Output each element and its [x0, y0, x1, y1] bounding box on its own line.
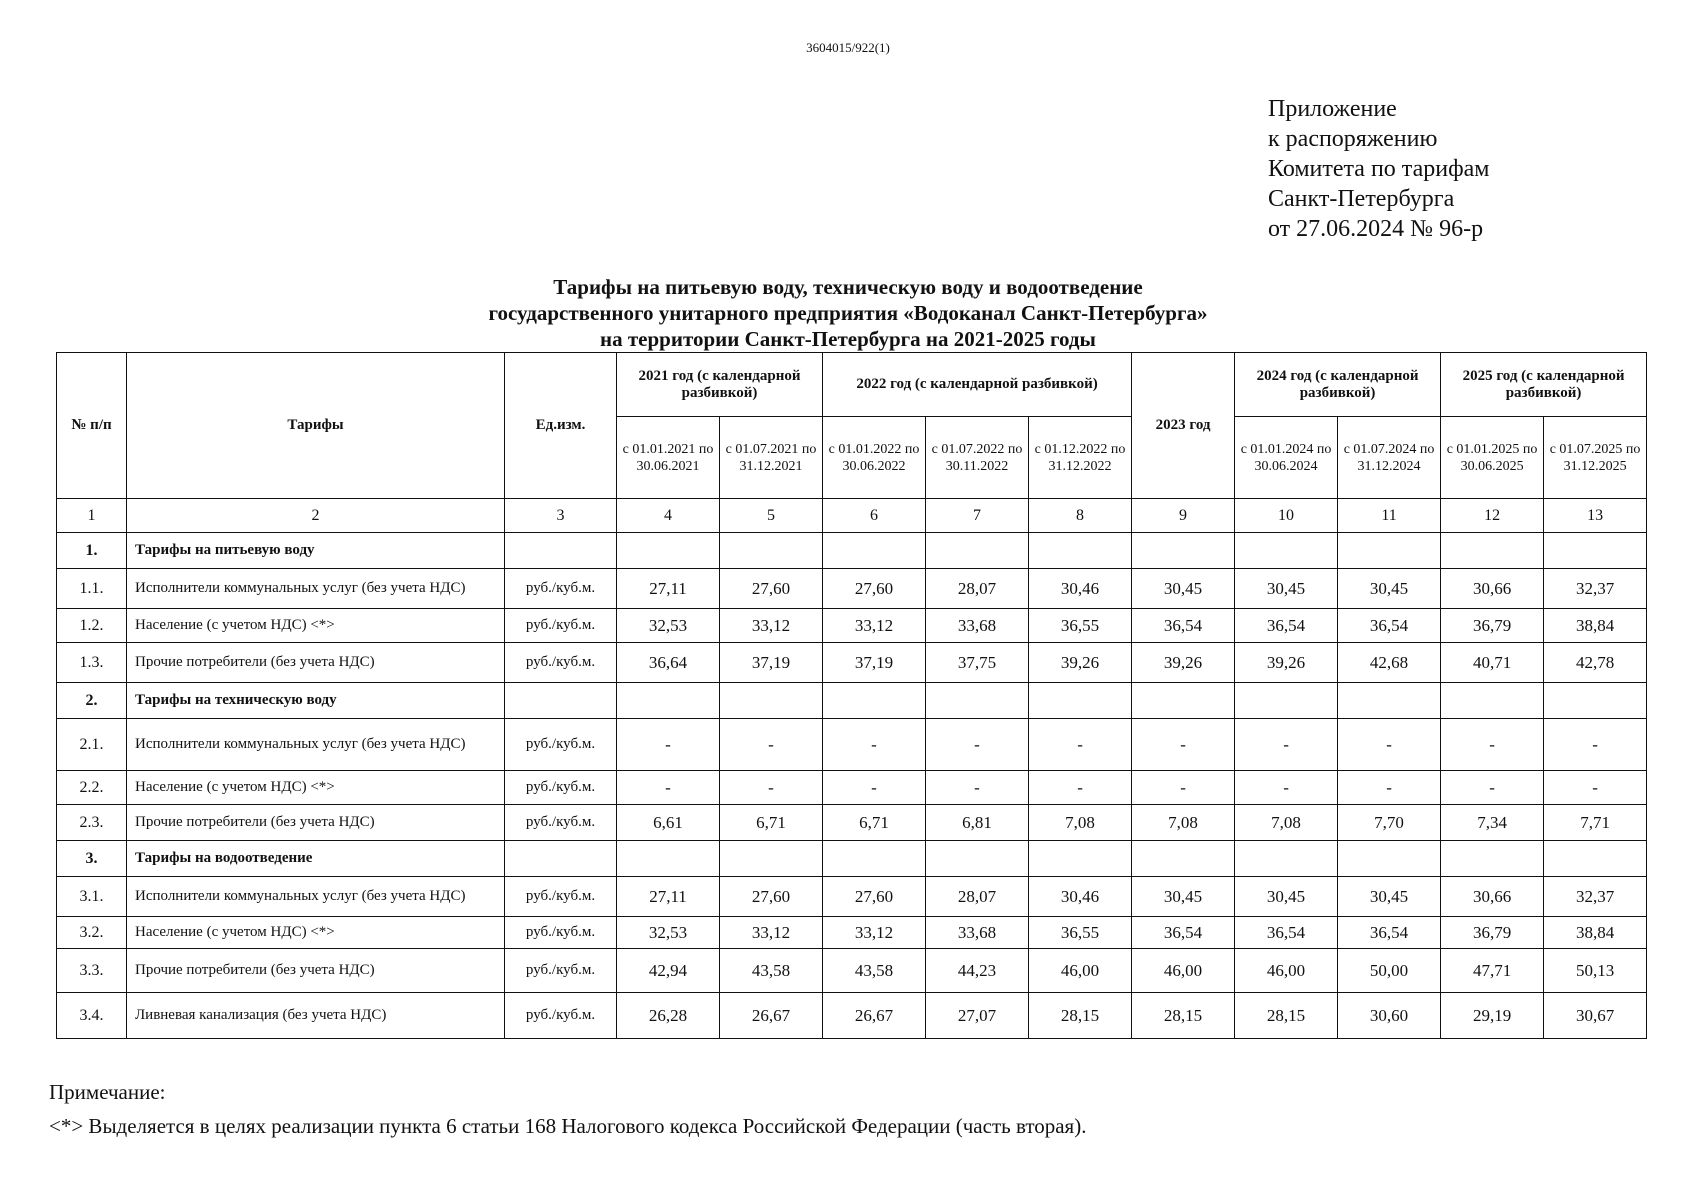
column-number: 4 [617, 499, 720, 533]
appendix-line: к распоряжению [1268, 126, 1438, 152]
tariff-value: 37,19 [720, 643, 823, 683]
note-label: Примечание: [49, 1080, 166, 1104]
row-number: 3.3. [57, 949, 127, 993]
empty-cell [1132, 533, 1235, 569]
tariff-value: 36,54 [1338, 917, 1441, 949]
table-row [57, 569, 1647, 609]
tariff-value: 39,26 [1029, 643, 1132, 683]
tariff-value: 28,15 [1029, 993, 1132, 1039]
row-unit: руб./куб.м. [505, 993, 617, 1039]
empty-cell [1029, 841, 1132, 877]
column-number: 12 [1441, 499, 1544, 533]
tariff-value: - [617, 719, 720, 771]
tariff-value: - [1029, 771, 1132, 805]
tariff-value: 30,67 [1544, 993, 1647, 1039]
tariff-value: 33,12 [720, 917, 823, 949]
tariff-value: - [1235, 719, 1338, 771]
header-year-2024: 2024 год (с календарной разбивкой) [1235, 353, 1441, 417]
empty-cell [617, 841, 720, 877]
table-row [57, 949, 1647, 993]
tariff-value: 37,19 [823, 643, 926, 683]
tariff-value: 32,53 [617, 917, 720, 949]
tariff-value: 30,60 [1338, 993, 1441, 1039]
empty-cell [1441, 841, 1544, 877]
table-row [57, 719, 1647, 771]
section-row [57, 683, 1647, 719]
empty-cell [1544, 841, 1647, 877]
column-number: 11 [1338, 499, 1441, 533]
empty-cell [720, 683, 823, 719]
empty-cell [720, 841, 823, 877]
appendix-line: от 27.06.2024 № 96-р [1268, 216, 1484, 242]
row-name: Население (с учетом НДС) <*> [127, 917, 505, 949]
tariff-value: - [1235, 771, 1338, 805]
row-number: 1.1. [57, 569, 127, 609]
section-row [57, 533, 1647, 569]
row-number: 3.2. [57, 917, 127, 949]
tariff-value: 36,54 [1132, 917, 1235, 949]
row-unit: руб./куб.м. [505, 569, 617, 609]
tariff-value: 36,54 [1132, 609, 1235, 643]
empty-cell [1132, 841, 1235, 877]
tariff-value: 30,45 [1235, 569, 1338, 609]
row-unit: руб./куб.м. [505, 771, 617, 805]
tariff-value: 28,15 [1235, 993, 1338, 1039]
empty-cell [1338, 841, 1441, 877]
row-number: 3.4. [57, 993, 127, 1039]
tariff-value: - [823, 771, 926, 805]
empty-cell [1544, 533, 1647, 569]
tariff-value: 29,19 [1441, 993, 1544, 1039]
header-period: с 01.07.2025 по 31.12.2025 [1544, 417, 1647, 499]
tariff-value: - [1029, 719, 1132, 771]
tariff-value: 50,13 [1544, 949, 1647, 993]
row-unit: руб./куб.м. [505, 719, 617, 771]
tariff-value: 36,64 [617, 643, 720, 683]
tariff-value: 7,70 [1338, 805, 1441, 841]
row-name: Ливневая канализация (без учета НДС) [127, 993, 505, 1039]
header-period: с 01.01.2021 по 30.06.2021 [617, 417, 720, 499]
table-row [57, 805, 1647, 841]
tariff-value: - [1338, 771, 1441, 805]
tariff-value: 46,00 [1029, 949, 1132, 993]
tariff-value: 47,71 [1441, 949, 1544, 993]
tariff-value: 46,00 [1235, 949, 1338, 993]
header-period: с 01.12.2022 по 31.12.2022 [1029, 417, 1132, 499]
appendix-line: Приложение [1268, 96, 1397, 122]
row-unit: руб./куб.м. [505, 609, 617, 643]
tariff-value: 28,07 [926, 877, 1029, 917]
tariff-value: 7,08 [1132, 805, 1235, 841]
column-number: 3 [505, 499, 617, 533]
tariff-value: 30,46 [1029, 877, 1132, 917]
header-period: с 01.07.2021 по 31.12.2021 [720, 417, 823, 499]
section-row [57, 841, 1647, 877]
tariff-value: 30,45 [1338, 569, 1441, 609]
row-unit: руб./куб.м. [505, 805, 617, 841]
appendix-block [1268, 94, 1489, 244]
tariff-value: 38,84 [1544, 917, 1647, 949]
tariff-value: - [926, 771, 1029, 805]
tariff-value: 27,60 [720, 569, 823, 609]
empty-cell [1441, 683, 1544, 719]
header-unit: Ед.изм. [505, 353, 617, 499]
tariff-value: 42,94 [617, 949, 720, 993]
header-year-2025: 2025 год (с календарной разбивкой) [1441, 353, 1647, 417]
tariff-value: - [1544, 771, 1647, 805]
row-name: Исполнители коммунальных услуг (без учета НДС) [127, 569, 505, 609]
row-unit: руб./куб.м. [505, 949, 617, 993]
title-line: Тарифы на питьевую воду, техническую воду и водоотведение [553, 275, 1143, 299]
row-name: Прочие потребители (без учета НДС) [127, 643, 505, 683]
document-title [0, 274, 1696, 352]
row-number: 2.1. [57, 719, 127, 771]
empty-cell [617, 683, 720, 719]
row-name: Население (с учетом НДС) <*> [127, 609, 505, 643]
header-period: с 01.07.2024 по 31.12.2024 [1338, 417, 1441, 499]
empty-cell [926, 683, 1029, 719]
tariff-value: 33,68 [926, 609, 1029, 643]
tariff-value: 38,84 [1544, 609, 1647, 643]
empty-cell [823, 533, 926, 569]
row-name: Прочие потребители (без учета НДС) [127, 805, 505, 841]
tariff-value: - [617, 771, 720, 805]
tariff-value: 33,68 [926, 917, 1029, 949]
table-row [57, 877, 1647, 917]
tariff-value: - [1132, 771, 1235, 805]
header-year-2022: 2022 год (с календарной разбивкой) [823, 353, 1132, 417]
tariff-value: 6,61 [617, 805, 720, 841]
appendix-line: Санкт-Петербурга [1268, 186, 1455, 212]
table-body [57, 499, 1647, 1039]
header-period: с 01.01.2025 по 30.06.2025 [1441, 417, 1544, 499]
empty-cell [1338, 533, 1441, 569]
tariff-value: 32,37 [1544, 877, 1647, 917]
column-number: 6 [823, 499, 926, 533]
tariff-value: 7,34 [1441, 805, 1544, 841]
empty-cell [926, 841, 1029, 877]
tariff-value: 27,11 [617, 877, 720, 917]
tariff-value: 27,07 [926, 993, 1029, 1039]
section-name: Тарифы на питьевую воду [127, 533, 505, 569]
header-year-2023: 2023 год [1132, 353, 1235, 499]
section-number: 2. [57, 683, 127, 719]
tariff-value: 6,71 [720, 805, 823, 841]
column-number: 2 [127, 499, 505, 533]
tariff-value: 36,55 [1029, 609, 1132, 643]
tariff-value: 28,07 [926, 569, 1029, 609]
header-period: с 01.01.2024 по 30.06.2024 [1235, 417, 1338, 499]
column-number: 7 [926, 499, 1029, 533]
empty-cell [1132, 683, 1235, 719]
tariff-value: 33,12 [823, 917, 926, 949]
document-number: 3604015/922(1) [806, 40, 890, 55]
empty-cell [823, 683, 926, 719]
tariff-value: - [1441, 771, 1544, 805]
section-name: Тарифы на техническую воду [127, 683, 505, 719]
row-number: 2.2. [57, 771, 127, 805]
header-year-2021: 2021 год (с календарной разбивкой) [617, 353, 823, 417]
row-name: Исполнители коммунальных услуг (без учета НДС) [127, 877, 505, 917]
tariff-value: 33,12 [823, 609, 926, 643]
tariff-value: 7,71 [1544, 805, 1647, 841]
header-tariffs: Тарифы [127, 353, 505, 499]
tariff-value: 26,67 [720, 993, 823, 1039]
tariff-value: 36,54 [1235, 609, 1338, 643]
section-number: 3. [57, 841, 127, 877]
section-name: Тарифы на водоотведение [127, 841, 505, 877]
tariff-value: 6,81 [926, 805, 1029, 841]
tariff-value: 42,78 [1544, 643, 1647, 683]
tariff-value: 39,26 [1132, 643, 1235, 683]
empty-cell [505, 841, 617, 877]
tariff-value: - [1338, 719, 1441, 771]
tariff-value: 44,23 [926, 949, 1029, 993]
tariff-value: 30,45 [1132, 877, 1235, 917]
column-number: 13 [1544, 499, 1647, 533]
tariff-value: 30,45 [1338, 877, 1441, 917]
tariff-value: 46,00 [1132, 949, 1235, 993]
tariff-value: 43,58 [823, 949, 926, 993]
empty-cell [1235, 683, 1338, 719]
appendix-line: Комитета по тарифам [1268, 156, 1490, 182]
row-unit: руб./куб.м. [505, 643, 617, 683]
empty-cell [926, 533, 1029, 569]
note-block [49, 1075, 1086, 1143]
tariff-value: 42,68 [1338, 643, 1441, 683]
empty-cell [1235, 533, 1338, 569]
tariff-value: 43,58 [720, 949, 823, 993]
empty-cell [1544, 683, 1647, 719]
row-number: 2.3. [57, 805, 127, 841]
tariff-value: - [720, 771, 823, 805]
tariff-value: - [823, 719, 926, 771]
tariff-value: 39,26 [1235, 643, 1338, 683]
column-number: 8 [1029, 499, 1132, 533]
header-period: с 01.07.2022 по 30.11.2022 [926, 417, 1029, 499]
tariff-value: 30,45 [1132, 569, 1235, 609]
tariff-value: 30,45 [1235, 877, 1338, 917]
column-number: 1 [57, 499, 127, 533]
tariff-value: 27,60 [720, 877, 823, 917]
section-number: 1. [57, 533, 127, 569]
tariff-value: 30,66 [1441, 877, 1544, 917]
empty-cell [1235, 841, 1338, 877]
tariff-value: - [926, 719, 1029, 771]
header-num: № п/п [57, 353, 127, 499]
tariff-value: - [1132, 719, 1235, 771]
empty-cell [1029, 683, 1132, 719]
empty-cell [1441, 533, 1544, 569]
tariff-value: 36,54 [1338, 609, 1441, 643]
tariff-value: 27,11 [617, 569, 720, 609]
table-row [57, 643, 1647, 683]
row-unit: руб./куб.м. [505, 917, 617, 949]
tariff-value: 26,67 [823, 993, 926, 1039]
title-line: государственного унитарного предприятия «Водоканал Санкт-Петербурга» [488, 301, 1208, 325]
tariff-value: 50,00 [1338, 949, 1441, 993]
empty-cell [617, 533, 720, 569]
tariff-value: 26,28 [617, 993, 720, 1039]
tariff-value: - [1544, 719, 1647, 771]
table-row [57, 993, 1647, 1039]
tariff-value: 36,79 [1441, 917, 1544, 949]
tariff-value: 27,60 [823, 877, 926, 917]
tariff-value: 36,55 [1029, 917, 1132, 949]
column-number: 10 [1235, 499, 1338, 533]
tariff-value: 27,60 [823, 569, 926, 609]
row-unit: руб./куб.м. [505, 877, 617, 917]
column-number: 9 [1132, 499, 1235, 533]
row-name: Исполнители коммунальных услуг (без учета НДС) [127, 719, 505, 771]
tariff-value: - [1441, 719, 1544, 771]
empty-cell [823, 841, 926, 877]
title-line: на территории Санкт-Петербурга на 2021-2025 годы [600, 327, 1096, 351]
tariff-value: 30,46 [1029, 569, 1132, 609]
empty-cell [720, 533, 823, 569]
table-row [57, 609, 1647, 643]
tariff-value: 37,75 [926, 643, 1029, 683]
tariff-value: 33,12 [720, 609, 823, 643]
table-row [57, 771, 1647, 805]
tariff-value: 7,08 [1235, 805, 1338, 841]
row-number: 1.3. [57, 643, 127, 683]
header-period: с 01.01.2022 по 30.06.2022 [823, 417, 926, 499]
row-number: 1.2. [57, 609, 127, 643]
column-number-row [57, 499, 1647, 533]
empty-cell [505, 533, 617, 569]
tariff-value: 40,71 [1441, 643, 1544, 683]
tariff-value: 32,53 [617, 609, 720, 643]
tariffs-table [56, 352, 1647, 1039]
tariff-value: 36,79 [1441, 609, 1544, 643]
note-text: <*> Выделяется в целях реализации пункта 6 статьи 168 Налогового кодекса Российской Федерации (часть вторая). [49, 1114, 1087, 1138]
empty-cell [1338, 683, 1441, 719]
row-name: Прочие потребители (без учета НДС) [127, 949, 505, 993]
table-row [57, 917, 1647, 949]
tariff-value: 30,66 [1441, 569, 1544, 609]
row-number: 3.1. [57, 877, 127, 917]
empty-cell [505, 683, 617, 719]
tariff-value: 6,71 [823, 805, 926, 841]
empty-cell [1029, 533, 1132, 569]
tariff-value: - [720, 719, 823, 771]
tariff-value: 7,08 [1029, 805, 1132, 841]
tariff-value: 32,37 [1544, 569, 1647, 609]
column-number: 5 [720, 499, 823, 533]
tariff-value: 28,15 [1132, 993, 1235, 1039]
tariff-value: 36,54 [1235, 917, 1338, 949]
row-name: Население (с учетом НДС) <*> [127, 771, 505, 805]
